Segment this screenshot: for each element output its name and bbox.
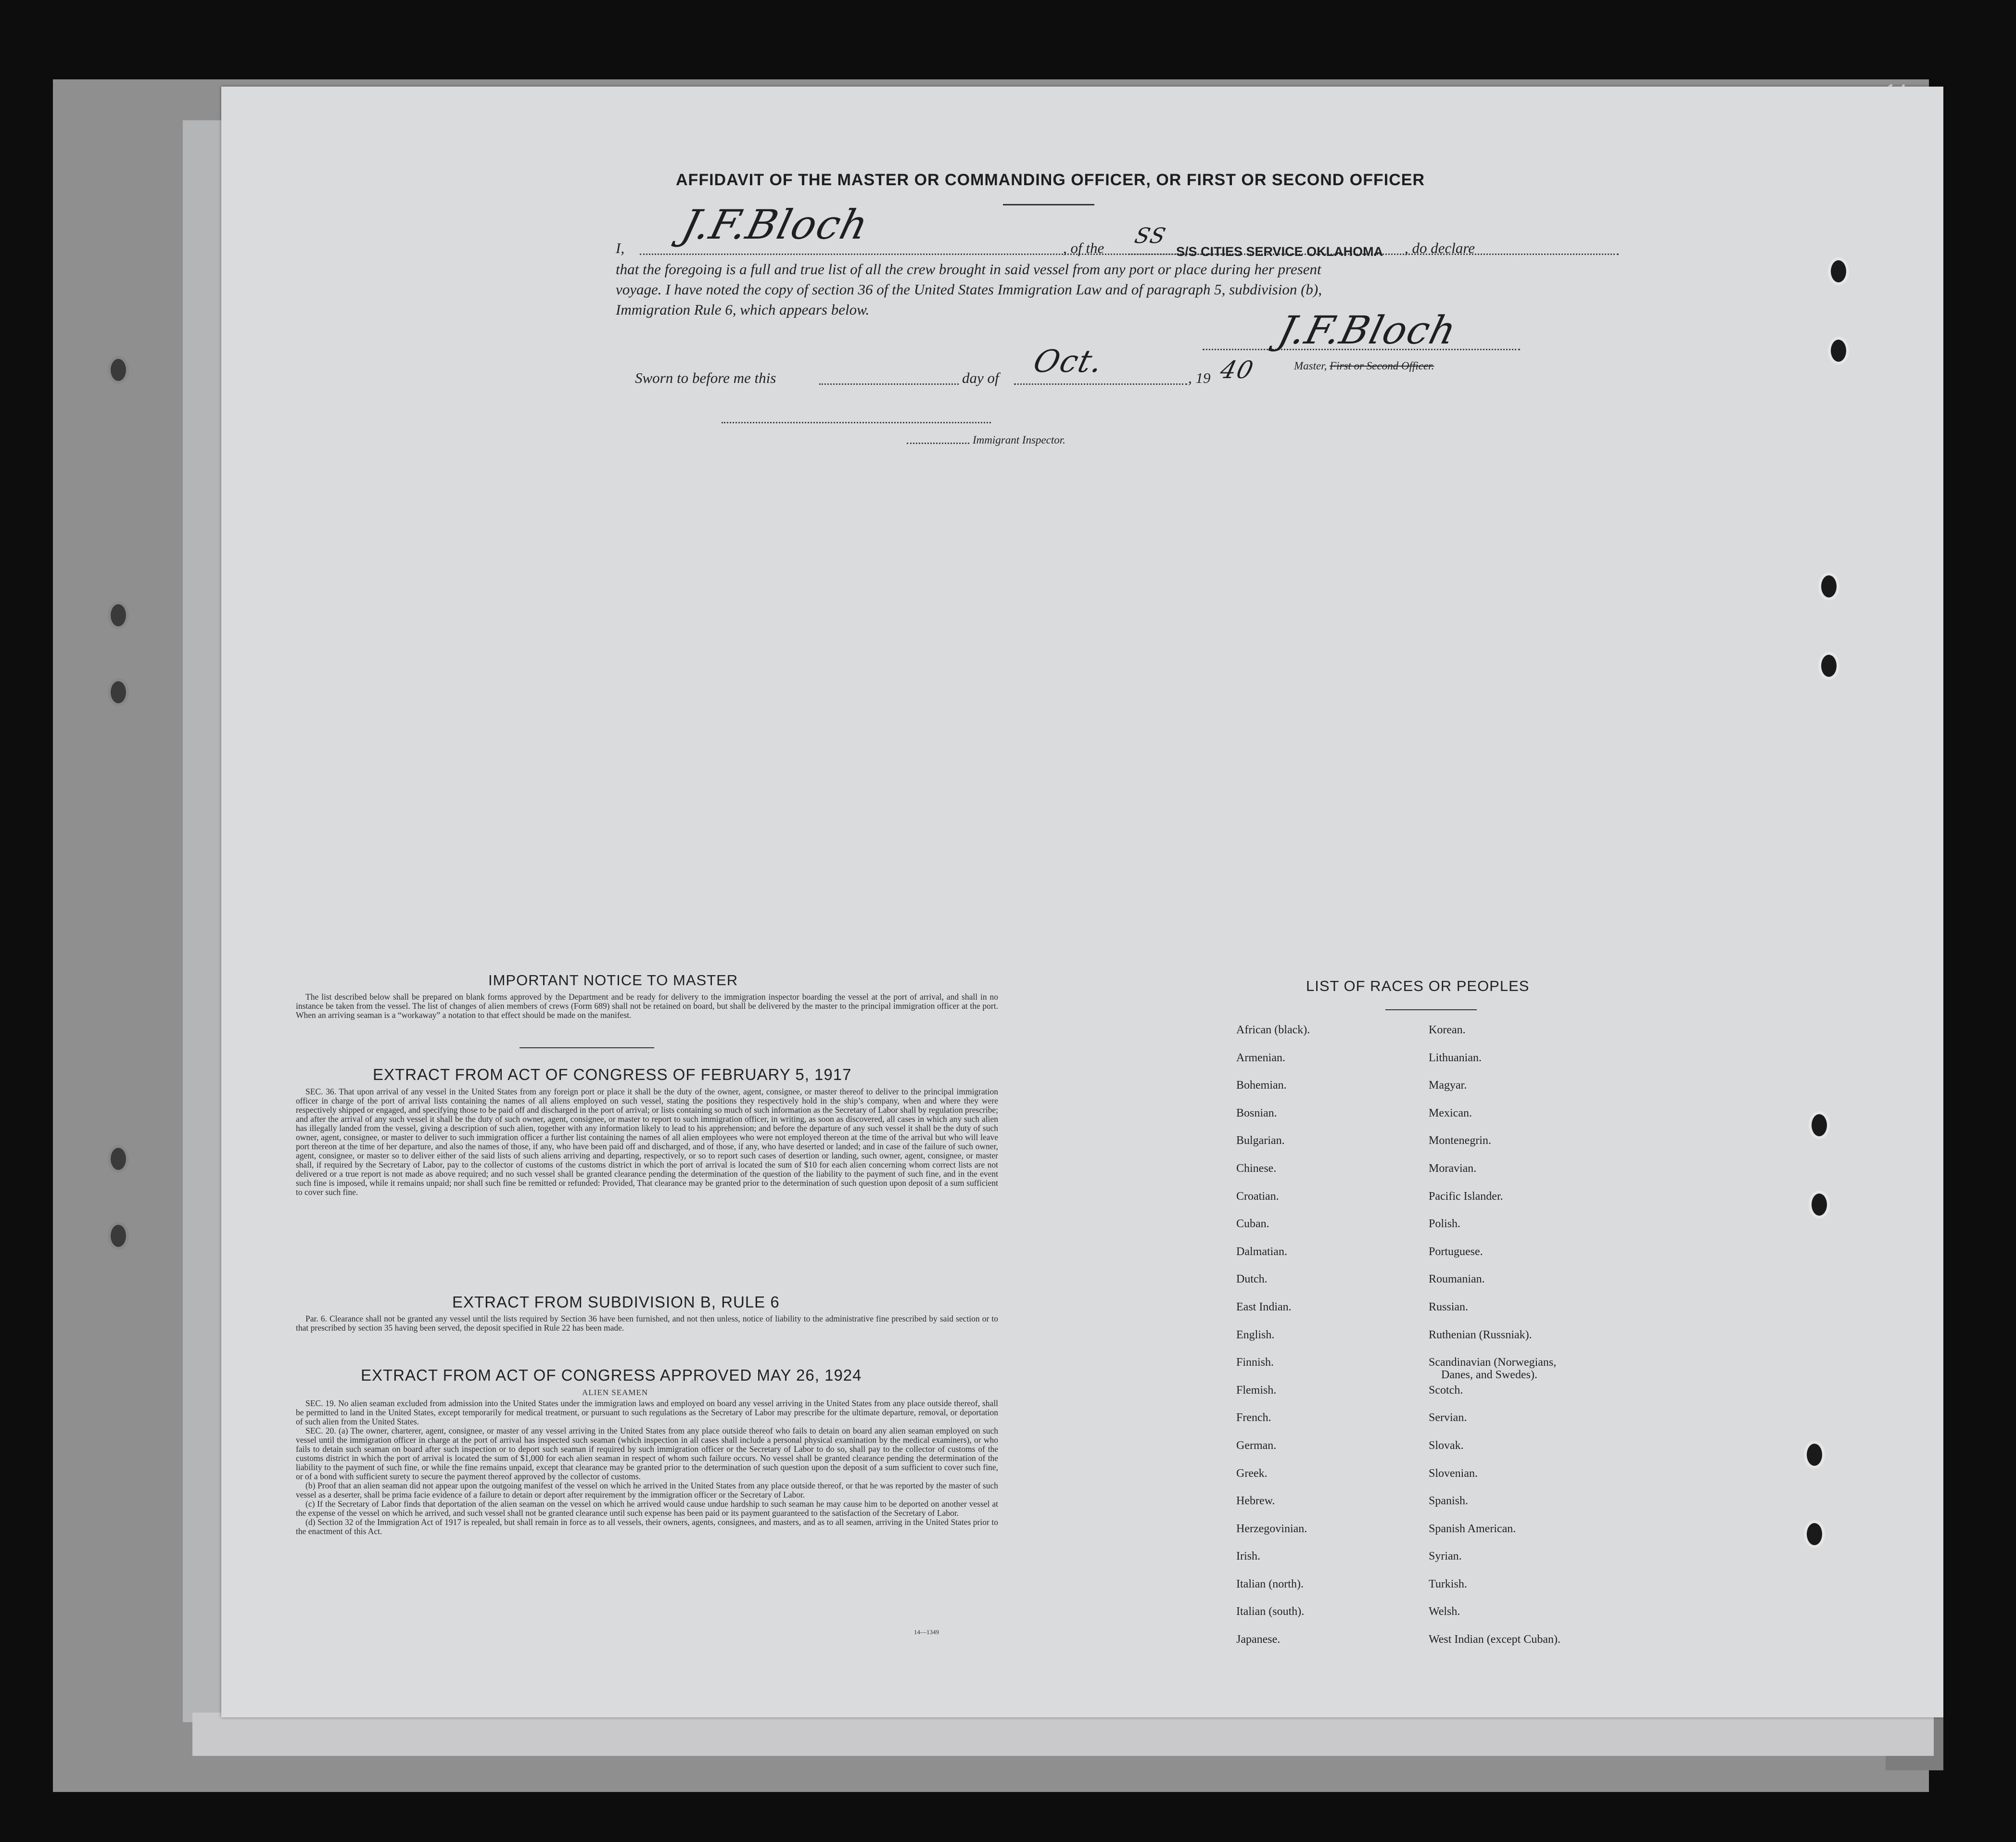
sworn-month: Oct.: [1029, 344, 1107, 380]
races-right-column: [1429, 1024, 1560, 1661]
race-item: Bohemian.: [1236, 1079, 1287, 1092]
sworn-day-line: [819, 383, 959, 385]
race-item: German.: [1236, 1439, 1277, 1452]
signature-caption-struck: First or Second Officer.: [1330, 360, 1434, 372]
race-item: Dutch.: [1236, 1273, 1268, 1286]
year-prefix: , 19: [1188, 369, 1211, 386]
inspector-line-2: [907, 443, 969, 444]
punch-hole: [1818, 572, 1839, 600]
race-item: Armenian.: [1236, 1051, 1285, 1064]
affidavit-body-line-2: voyage. I have noted the copy of section 36 of the United States Immigration Law and of paragraph 5, subdivision (b),: [616, 281, 1322, 298]
notice-divider: [520, 1047, 654, 1048]
race-item: Italian (north).: [1236, 1577, 1304, 1590]
signatory-name: J.F.Bloch: [677, 201, 874, 248]
punch-hole: [108, 601, 129, 629]
signature-caption-master: Master,: [1294, 360, 1327, 372]
affidavit-body-line-3: Immigration Rule 6, which appears below.: [616, 301, 870, 318]
title-underline: [1003, 204, 1094, 205]
race-item: Finnish.: [1236, 1356, 1274, 1369]
race-item: East Indian.: [1236, 1300, 1292, 1313]
race-item: French.: [1236, 1411, 1271, 1424]
race-item: Spanish.: [1429, 1495, 1469, 1508]
vessel-name: S/S CITIES SERVICE OKLAHOMA: [1176, 244, 1383, 259]
race-item: Herzegovinian.: [1236, 1522, 1307, 1535]
race-item: English.: [1236, 1328, 1275, 1341]
race-item: Italian (south).: [1236, 1605, 1305, 1618]
race-item: African (black).: [1236, 1024, 1310, 1036]
race-item: Korean.: [1429, 1024, 1466, 1036]
race-item: Welsh.: [1429, 1605, 1460, 1618]
affidavit-intro: I,: [616, 240, 625, 256]
race-item: Portuguese.: [1429, 1245, 1483, 1258]
races-left-column: [1236, 1024, 1310, 1661]
affidavit-body-line-1: that the foregoing is a full and true list of all the crew brought in said vessel from any port or place during her present: [616, 261, 1321, 278]
race-item: Montenegrin.: [1429, 1134, 1491, 1147]
race-item: Bulgarian.: [1236, 1134, 1285, 1147]
punch-hole: [1818, 652, 1839, 680]
race-item: Chinese.: [1236, 1162, 1277, 1175]
extract-1924-sec20d: (d) Section 32 of the Immigration Act of 1917 is repealed, but shall remain in force as to all vessels, their owners, agents, consignees, and masters, and as to all seamen, arriving in the United States prior to the enactment of this Act.: [296, 1517, 998, 1536]
punch-hole: [108, 678, 129, 706]
handwritten-vessel-prefix: SS: [1132, 224, 1169, 248]
punch-hole: [108, 356, 129, 384]
extract-1924-sec20a: SEC. 20. (a) The owner, charterer, agent, consignee, or master of any vessel arriving in the United States from any place outside thereof who fails to detain on board any alien seaman employed on such vessel until the immigration officer in charge at the port of arrival has inspected such seaman (which inspection in all cases shall include a personal physical examination by the medical examiners), or who fails to detain such seaman on board after such inspection or to deport such seaman if required by such immigration officer or the Secretary of Labor to do so, shall pay to the collector of customs of the customs district in which the port of arrival is located the sum of $1,000 for each alien seaman in respect of whom such failure occurs. No vessel shall be granted clearance pending the determination of the liability to the payment of such fine, or while the fine remains unpaid, except that clearance may be granted prior to the determination of such question upon the deposit of a sum sufficient to cover such fine, or of a bond with sufficient surety to secure the payment thereof approved by the collector of customs.: [296, 1426, 998, 1481]
form-number: 14—1349: [914, 1628, 939, 1636]
notice-text: [296, 992, 998, 1020]
inspector-line-1: [722, 422, 991, 423]
alien-seamen-subtitle: ALIEN SEAMEN: [582, 1388, 648, 1397]
extract-1917-paragraph: SEC. 36. That upon arrival of any vessel in the United States from any foreign port or place it shall be the duty of the owner, agent, consignee, or master thereof to deliver to the principal immigration officer in charge of the port of arrival lists containing the names of all aliens employed on such vessel, stating the positions they respectively hold in the ship’s company, when and where they were respectively shipped or engaged, and specifying those to be paid off and discharged in the port of arrival; or lists containing so much of such information as the Secretary of Labor shall by regulation prescribe; and after the arrival of any such vessel it shall be the duty of such owner, agent, consignee, or master to report to such immigration officer, in writing, as soon as discovered, all cases in which any such alien has illegally landed from the vessel, giving a description of such alien, together with any information likely to lead to his apprehension; and before the departure of any such vessel it shall be the duty of such owner, agent, consignee, or master to deliver to such immigration officer a further list containing the names of all alien employees who were not employed thereon at the time of the arrival but who will leave port thereon at the time of her departure, and also the names of those, if any, who have been paid off and discharged, and of those, if any, who have deserted or landed; and in case of the failure of such owner, agent, consignee, or master so to deliver either of the said lists of such aliens arriving and departing, respectively, or so to report such cases of desertion or landing, such owner, agent, consignee, or master shall, if required by the Secretary of Labor, pay to the collector of customs of the customs district in which the port of arrival is located the sum of $10 for each alien concerning whom correct lists are not delivered or a true report is not made as above required; and no such vessel shall be granted clearance pending the determination of the question of the liability to the payment of such fine, and in the event such fine is imposed, while it remains unpaid; nor shall such fine be remitted or refunded: Provided, That clearance may be granted prior to the determination of such question upon deposit of a sum sufficient to cover such fine.: [296, 1087, 998, 1197]
punch-hole: [1804, 1520, 1825, 1548]
race-item: Slovenian.: [1429, 1467, 1478, 1480]
punch-hole: [108, 1222, 129, 1250]
sworn-year: 40: [1217, 356, 1257, 384]
races-underline: [1385, 1009, 1477, 1010]
race-item: Dalmatian.: [1236, 1245, 1287, 1258]
race-item: Slovak.: [1429, 1439, 1464, 1452]
sworn-month-line: [1014, 383, 1187, 385]
race-item-scandinavian-line-1: Scandinavian (Norwegians,: [1429, 1356, 1557, 1369]
race-item: Magyar.: [1429, 1079, 1467, 1092]
punch-hole: [1804, 1441, 1825, 1469]
race-item: Bosnian.: [1236, 1106, 1277, 1119]
extract-rule6-text: [296, 1314, 998, 1333]
race-item: Greek.: [1236, 1467, 1268, 1480]
punch-hole: [1809, 1191, 1830, 1219]
race-item: Hebrew.: [1236, 1495, 1275, 1508]
affidavit-page: [221, 87, 1943, 1717]
notice-paragraph: The list described below shall be prepared on blank forms approved by the Department and be ready for delivery to the immigration inspector boarding the vessel at the port of arrival, and shall in no instance be taken from the vessel. The list of changes of alien members of crews (Form 689) shall not be retained on board, but shall be delivered by the master to the principal immigration officer at the port. When an arriving seaman is a “workaway” a notation to that effect should be made on the manifest.: [296, 992, 998, 1020]
race-item: Roumanian.: [1429, 1273, 1485, 1286]
extract-1924-sec20b: (b) Proof that an alien seaman did not appear upon the outgoing manifest of the vessel on which he arrived in the United States from any place outside thereof, or that he was reported by the master of such vessel as a deserter, shall be prima facie evidence of a failure to detain or deport after requirement by the immigration officer or the Secretary of Labor.: [296, 1481, 998, 1499]
race-item: Flemish.: [1236, 1384, 1277, 1397]
race-item: Polish.: [1429, 1218, 1461, 1231]
punch-hole: [1828, 257, 1849, 285]
races-title: LIST OF RACES OR PEOPLES: [1306, 978, 1530, 994]
extract-1924-title: EXTRACT FROM ACT OF CONGRESS APPROVED MAY 26, 1924: [361, 1366, 862, 1384]
race-item: Mexican.: [1429, 1106, 1472, 1119]
sworn-text: Sworn to before me this: [635, 369, 776, 386]
signature-caption: [1294, 360, 1434, 372]
master-signature: J.F.Bloch: [1274, 308, 1462, 353]
race-item: Servian.: [1429, 1411, 1467, 1424]
race-item-scandinavian-line-2: Danes, and Swedes).: [1441, 1369, 1537, 1382]
extract-1924-text: [296, 1399, 998, 1536]
extract-rule6-title: EXTRACT FROM SUBDIVISION B, RULE 6: [452, 1293, 780, 1311]
race-item: Cuban.: [1236, 1218, 1269, 1231]
extract-1917-text: [296, 1087, 998, 1197]
race-item: Ruthenian (Russniak).: [1429, 1328, 1532, 1341]
race-item: Russian.: [1429, 1300, 1469, 1313]
punch-hole: [1828, 337, 1849, 365]
extract-1917-title: EXTRACT FROM ACT OF CONGRESS OF FEBRUARY 5, 1917: [373, 1066, 852, 1083]
affidavit-title: AFFIDAVIT OF THE MASTER OR COMMANDING OFFICER, OR FIRST OR SECOND OFFICER: [676, 171, 1425, 189]
extract-1924-sec20c: (c) If the Secretary of Labor finds that deportation of the alien seaman on the vessel on which he arrived would cause undue hardship to such seaman he may cause him to be deported on another vessel at the expense of the vessel on which he arrived, and such vessel shall not be granted clearance until such expense has been paid or its payment guaranteed to the satisfaction of the Secretary of Labor.: [296, 1499, 998, 1518]
race-item: Spanish American.: [1429, 1522, 1516, 1535]
day-of-label: day of: [962, 369, 999, 386]
do-declare-label: , do declare: [1405, 240, 1475, 256]
of-the-label: , of the: [1063, 240, 1104, 256]
extract-1924-sec19: SEC. 19. No alien seaman excluded from admission into the United States under the immigration laws and employed on board any vessel arriving in the United States from any place outside thereof, shall be permitted to land in the United States, except temporarily for medical treatment, or pursuant to such regulations as the Secretary of Labor may prescribe for the ultimate departure, removal, or deportation of such alien from the United States.: [296, 1398, 998, 1426]
underlying-sheet-bottom: [192, 1713, 1934, 1756]
race-item: Irish.: [1236, 1550, 1260, 1563]
race-item: Croatian.: [1236, 1190, 1279, 1203]
punch-hole: [108, 1145, 129, 1173]
extract-rule6-paragraph: Par. 6. Clearance shall not be granted any vessel until the lists required by Section 36 have been furnished, and not then unless, notice of liability to the administrative fine prescribed by said section or to that prescribed by section 35 having been served, the deposit specified in Rule 22 has been made.: [296, 1314, 998, 1333]
race-item: Moravian.: [1429, 1162, 1477, 1175]
race-item: West Indian (except Cuban).: [1429, 1633, 1560, 1646]
race-item: Turkish.: [1429, 1577, 1467, 1590]
race-item-scandinavian: [1429, 1356, 1560, 1384]
race-item: Pacific Islander.: [1429, 1190, 1503, 1203]
race-item: Scotch.: [1429, 1384, 1463, 1397]
punch-hole: [1809, 1111, 1830, 1139]
race-item: Japanese.: [1236, 1633, 1281, 1646]
notice-title: IMPORTANT NOTICE TO MASTER: [488, 972, 738, 989]
race-item: Lithuanian.: [1429, 1051, 1482, 1064]
inspector-label: Immigrant Inspector.: [973, 434, 1065, 446]
race-item: Syrian.: [1429, 1550, 1462, 1563]
